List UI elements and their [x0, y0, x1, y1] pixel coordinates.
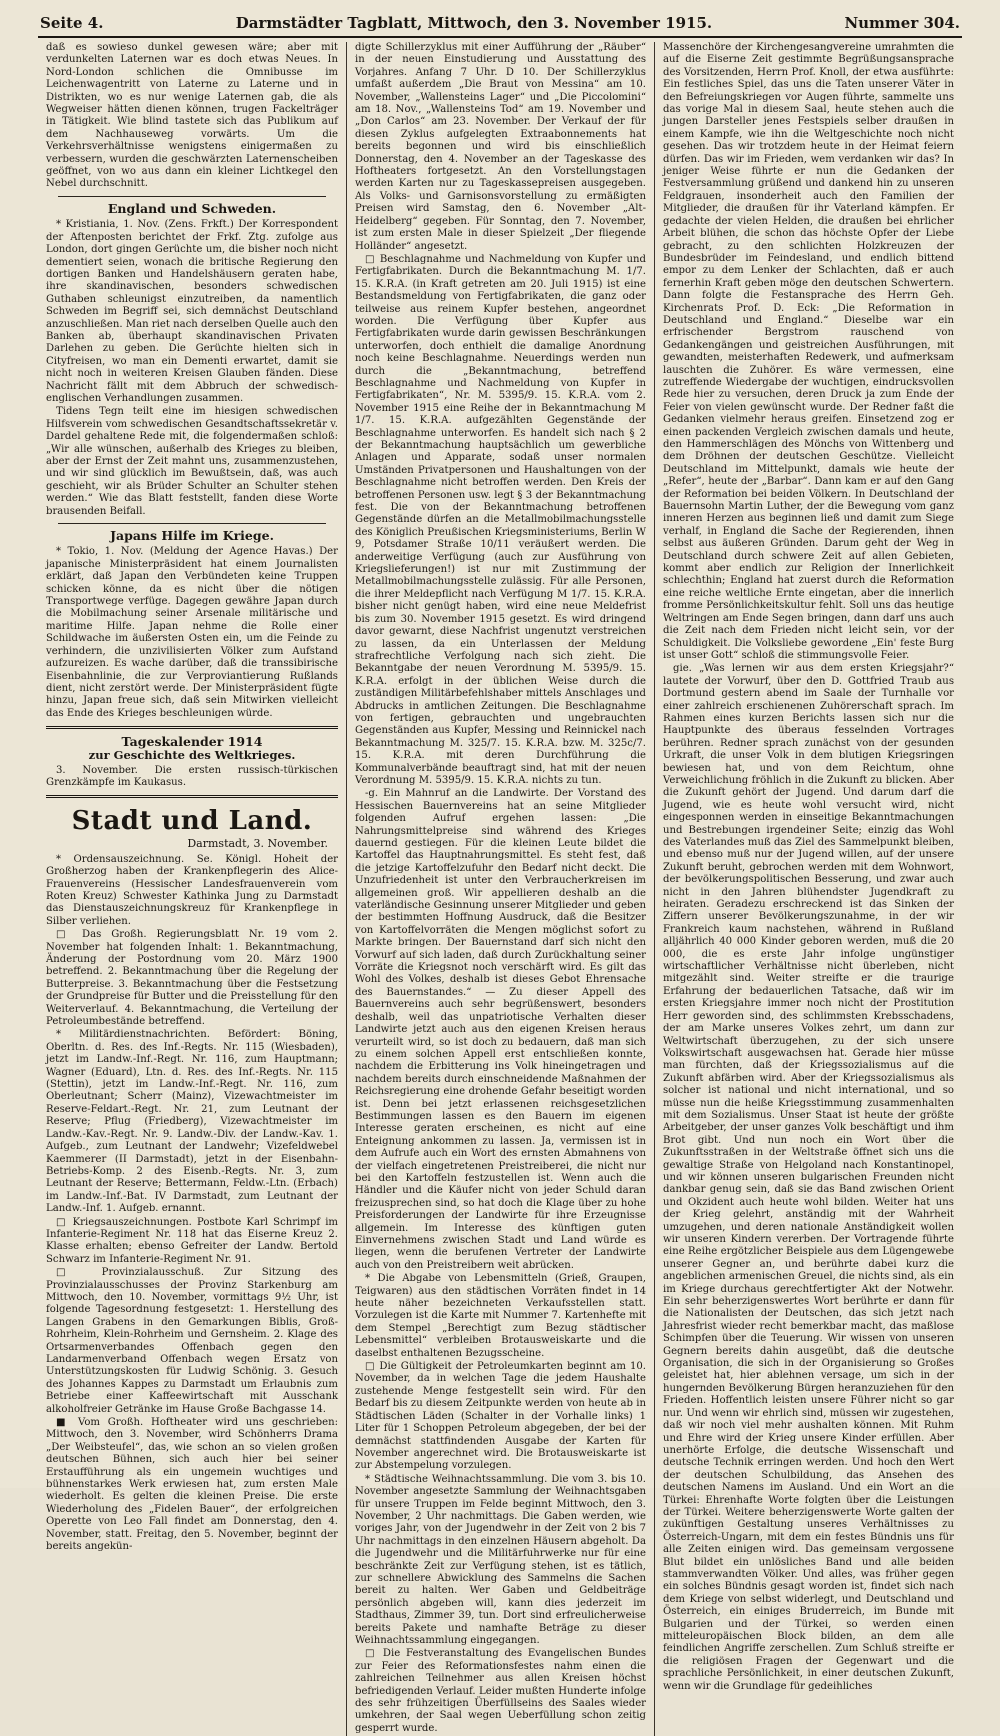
paragraph: □ Die Festveranstaltung des Evangelischen Bundes zur Feier des Reformationsfestes nahm einen die zahlreichen Teilnehmer aus allen Kreisen höchst befriedigenden Verlauf. Leider mußten Hunderte infolge des sehr frühzeitigen Überfüllseins des Saales wieder umkehren, der Saal wegen Ueberfüllung schon zeitig gesperrt wurde.: [355, 1648, 646, 1734]
paragraph: Massenchöre der Kirchengesangvereine umrahmten die auf die Eiserne Zeit gestimmte Begrüßungsansprache des Vorsitzenden, Herrn Prof. Knoll, der etwa ausführte: Ein festliches Spiel, das uns die Taten unserer Väter in den Befreiungskriegen vor Augen führte, sammelte uns das vorige Mal in diesem Saal, heute stehen auch die jungen Darsteller jenes Festspiels selber draußen in einem Kampfe, wie ihn die Weltgeschichte noch nicht gesehen. Das wir trotzdem heute in der Heimat feiern dürfen. Das wir im Frieden, wem verdanken wir das? In jeniger Weise führte er nun die Gedanken der Festversammlung grüßend und dankend hin zu unseren Feldgrauen, insonderheit auch den Familien der Mitglieder, die draußen für ihr Vaterland kämpfen. Er gedachte der vielen Helden, die draußen bei ehrlicher Arbeit blühen, die schon das höchste Opfer der Liebe gebracht, zu den schlichten Holzkreuzen der Bundesbrüder im Feindesland, und endlich bittend empor zu dem Lenker der Schlachten, daß er auch fernerhin Kraft geben möge den deutschen Schwertern. Dann folgte die Festansprache des Herrn Geh. Kirchenrats Prof. D. Eck: „Die Reformation in Deutschland und England.“ Dieselbe war ein erfrischender Bergstrom rauschend von Gedankengängen und geistreichen Ausführungen, mit gewandten, meisterhaften Redewerk, und aufmerksam lauschten die Zuhörer. Es wäre vermessen, eine zutreffende Wiedergabe der wuchtigen, eindrucksvollen Rede hier zu versuchen, deren Druck ja zum Ende der Feier von vielen gewünscht wurde. Der Redner faßt die Gedanken vielmehr heraus greifen. Einsetzend zog er einen packenden Vergleich zwischen damals und heute, den Hammerschlägen des Mönchs von Wittenberg und dem Dröhnen der deutschen Geschütze. Vielleicht Deutschland im Mittelpunkt, damals wie heute der „Refer“, heute der „Barbar“. Dann kam er auf den Gang der Reformation bei beiden Völkern. In Deutschland der Bauernsohn Martin Luther, der die Bewegung vom ganz inneren Herzen aus beginnen ließ und damit zum Siege verhalf, in England die Sache der Regierenden, ihnen selbst aus äußeren Gründen. Darum geht der Weg in Deutschland durch schwere Zeit auf allen Gebieten, kommt aber endlich zur Religion der Innerlichkeit schlechthin; England hat zuerst durch die Reformation eine reiche weltliche Ernte eingetan, aber die innerlich fromme Persönlichkeitskultur fehlt. Soll uns das heutige Weltringen am Ende Segen bringen, dann darf uns auch die Zeit nach dem Frieden nicht leicht sein, vor der Schuldigkeit. Die Volksliebe gewordene „Ein' feste Burg ist unser Gott“ schloß die stimmungsvolle Feier.: [663, 42, 954, 661]
dateline: Darmstadt, 3. November.: [187, 837, 328, 851]
paragraph: * Kristiania, 1. Nov. (Zens. Frkft.) Der Korrespondent der Aftenposten berichtet der Frkf. Ztg. zufolge aus London, dort gingen Gerüchte um, die bisher noch nicht dementiert seien, wonach die britische Regierung den dortigen Banken und Handelshäusern geraten habe, ihre skandinavischen, besonders schwedischen Guthaben schleunigst einzutreiben, da namentlich Schweden im Begriff sei, sich demnächst Deutschland anzuschließen. Man riet nach derselben Quelle auch den Banken ab, überhaupt skandinavischen Privaten Darlehen zu geben. Die Gerüchte hielten sich in Cityfreisen, wo man ein Dementi erwartet, damit sie nicht noch in weiteren Kreisen Glauben fänden. Diese Nachricht fällt mit dem Abbruch der schwedisch-englischen Verhandlungen zusammen.: [46, 219, 338, 404]
calendar-entry: 3. November. Die ersten russisch-türkischen Grenzkämpfe im Kaukasus.: [46, 764, 338, 788]
paragraph: □ Die Gültigkeit der Petroleumkarten beginnt am 10. November, da in welchen Tage die jedem Haushalte zustehende Menge festgestellt sein wird. Für den Bedarf bis zu diesem Zeitpunkte werden von heute ab in Städtischen Läden (Schalter in der Vorhalle links) 1 Liter für 1 Schoppen Petroleum abgegeben, der bei der demnächst stattfindenden Ausgabe der Karten für November angerechnet wird. Die Brotausweiskarte ist zur Abstempelung vorzulegen.: [355, 1361, 646, 1472]
paragraph: -g. Ein Mahnruf an die Landwirte. Der Vorstand des Hessischen Bauernvereins hat an seine Mitglieder folgenden Aufruf ergehen lassen: „Die Nahrungsmittelpreise sind während des Krieges dauernd gestiegen. Für die kleinen Leute bildet die Kartoffel das Hauptnahrungsmittel. Es steht fest, daß die jetzige Kartoffelzufuhr den Bedarf nicht deckt. Die Unzufriedenheit ist unter den Verbraucherkreisen im allgemeinen groß. Wir appellieren deshalb an die vaterländische Gesinnung unserer Mitglieder und geben der bestimmten Hoffnung Ausdruck, daß die Besitzer von Kartoffelvorräten die Mengen möglichst sofort zu Markte bringen. Der Bauernstand darf sich nicht den Vorwurf auf sich laden, daß durch Zurückhaltung seiner Vorräte die Kriegsnot noch verschärft wird. Es gilt das Wohl des Volkes, deshalb ist dieses Gebot Ehrensache des Bauernstandes.“ — Zu dieser Appell des Bauernvereins auch sehr begrüßenswert, besonders deshalb, weil das unpatriotische Verhalten dieser Landwirte jetzt auch aus den eigenen Kreisen heraus verurteilt wird, so ist doch zu bedauern, daß man sich zu einem solchen Appell erst entschließen konnte, nachdem die Erbitterung ins Volk hineingetragen und nachdem bereits durch einschneidende Maßnahmen der Reichsregierung eine drohende Gefahr beseitigt worden ist. Denn bei jetzt erlassenen reichsgesetzlichen Bestimmungen lassen es den Bauern im eigenen Interesse geraten erscheinen, es nicht auf eine Enteignung ankommen zu lassen. Ja, vermissen ist in dem Aufrufe auch ein Wort des ernsten Abmahnens von der vielfach eingetretenen Preistreiberei, die nicht nur bei den Kartoffeln festzustellen ist. Wenn auch die Händler und die Käufer nicht von jeder Schuld daran freizusprechen sind, so hat doch die Klage über zu hohe Preisforderungen der Landwirte für ihre Erzeugnisse allgemein. Im Interesse des künftigen guten Einvernehmens zwischen Stadt und Land würde es liegen, wenn die berufenen Vertreter der Landwirte auch von den Preistreibern weit abrücken.: [355, 788, 646, 1271]
section-title-stadt-und-land: Stadt und Land.: [71, 806, 313, 837]
paragraph: □ Kriegsauszeichnungen. Postbote Karl Schrimpf im Infanterie-Regiment Nr. 118 hat das Eiserne Kreuz 2. Klasse erhalten; ebenso Gefreiter der Landw. Bertold Schwarz im Infanterie-Regiment Nr. 91.: [46, 1216, 338, 1265]
divider: [46, 795, 338, 798]
paragraph: Tidens Tegn teilt eine im hiesigen schwedischen Hilfsverein vom schwedischen Gesandtschaftssekretär v. Dardel gehaltene Rede mit, die folgendermaßen schloß: „Wir alle wünschen, außerhalb des Krieges zu bleiben, aber der Ernst der Zeit mahnt uns, zusammenzustehen, und wir sind glücklich im Bewußtsein, daß, was auch geschieht, wir als Brüder Schulter an Schulter stehen werden.“ Wie das Blatt feststellt, fanden diese Worte brausenden Beifall.: [46, 406, 338, 517]
paragraph: * Städtische Weihnachtssammlung. Die vom 3. bis 10. November angesetzte Sammlung der Weihnachtsgaben für unsere Truppen im Felde beginnt Mittwoch, den 3. November, 2 Uhr nachmittags. Die Gaben werden, wie voriges Jahr, von der Jugendwehr in der Zeit von 2 bis 7 Uhr nachmittags in den einzelnen Häusern abgeholt. Da die Jugendwehr und die Militärfuhrwerke nur für eine beschränkte Zeit zur Verfügung stehen, ist es tätlich, zur schnellere Abwicklung des Sammelns die Sachen bereit zu halten. Wer Gaben und Geldbeiträge persönlich abgeben will, kann dies jederzeit im Stadthaus, Zimmer 39, tun. Dort sind erfreulicherweise bereits Pakete und namhafte Beträge zu dieser Weihnachtssammlung eingegangen.: [355, 1473, 646, 1646]
divider: [46, 726, 338, 729]
column-2: [346, 42, 654, 1736]
paragraph: digte Schillerzyklus mit einer Aufführung der „Räuber“ in der neuen Einstudierung und Ausstattung des Vorjahres. Anfang 7 Uhr. D 10. Der Schillerzyklus umfaßt außerdem „Die Braut von Messina“ am 10. November, „Wallensteins Lager“ und „Die Piccolomini“ am 18. Nov., „Wallensteins Tod“ am 19. November und „Don Carlos“ am 23. November. Der Verkauf der für diesen Zyklus aufgelegten Extraabonnements hat bereits begonnen und wird bis einschließlich Donnerstag, den 4. November an der Tageskasse des Hoftheaters fortgesetzt. An den Vorstellungstagen werden Karten nur zu Tageskassepreisen ausgegeben. Als Volks- und Garnisonsvorstellung zu ermäßigten Preisen wird Samstag, den 6. November „Alt-Heidelberg“ gegeben. Für Sonntag, den 7. November, ist zum ersten Male in dieser Spielzeit „Der fliegende Holländer“ angesetzt.: [355, 42, 646, 252]
paragraph: □ Provinzialausschuß. Zur Sitzung des Provinzialausschusses der Provinz Starkenburg am Mittwoch, den 10. November, vormittags 9½ Uhr, ist folgende Tagesordnung festgesetzt: 1. Herstellung des Langen Grabens in den Gemarkungen Biblis, Groß-Rohrheim, Klein-Rohrheim und Gernsheim. 2. Klage des Ortsarmenverbandes Offenbach gegen den Landarmenverband Offenbach wegen Ersatz von Unterstützungskosten für Ludwig Schönig. 3. Gesuch des Johannes Kappes zu Darmstadt um Erlaubnis zum Betriebe einer Kaffeewirtschaft mit Ausschank alkoholfreier Getränke im Hause Große Bachgasse 14.: [46, 1267, 338, 1415]
paragraph: □ Das Großh. Regierungsblatt Nr. 19 vom 2. November hat folgenden Inhalt: 1. Bekanntmachung, Änderung der Postordnung vom 20. März 1900 betreffend. 2. Bekanntmachung über die Regelung der Butterpreise. 3. Bekanntmachung über die Festsetzung der Grundpreise für Butter und die Preisstellung für den Weiterverlauf. 4. Bekanntmachung, die Verteilung der Petroleumbestände betreffend.: [46, 929, 338, 1028]
calendar-title: Tageskalender 1914: [121, 734, 263, 750]
page-number: Seite 4.: [40, 14, 104, 32]
paragraph: ■ Vom Großh. Hoftheater wird uns geschrieben: Mittwoch, den 3. November, wird Schönherrs Drama „Der Weibsteufel“, das, wie schon an so vielen großen deutschen Bühnen, sich auch hier bei seiner Erstaufführung als ein ungemein wuchtiges und bühnenstarkes Werk erwiesen hat, zum ersten Male wiederholt. Es gelten die kleinen Preise. Die erste Wiederholung des „Fidelen Bauer“, der erfolgreichen Operette von Leo Fall findet am Donnerstag, den 4. November, statt. Freitag, den 5. November, beginnt der bereits angekün-: [46, 1417, 338, 1553]
divider: [58, 523, 326, 524]
paragraph: gie. „Was lernen wir aus dem ersten Kriegsjahr?“ lautete der Vorwurf, über den D. Gottfried Traub aus Dortmund gestern abend im Saale der Turnhalle vor einer zahlreich erschienenen Zuhörerschaft sprach. Im Rahmen eines kurzen Berichts lassen sich nur die Hauptpunkte des überaus fesselnden Vortrages berühren. Redner sprach zunächst von der gesunden Urkraft, die unser Volk in dem blutigen Kriegsringen bewiesen hat, und von dem Reichtum, ohne Verweichlichung fröhlich in die Zukunft zu blicken. Aber die Zukunft gehört der Jugend. Und darum darf die Jugend, wie es heute wohl versucht wird, nicht eingesponnen werden in einseitige Bekanntmachungen und Bestrebungen irgendeiner Seite; einzig das Wohl des Vaterlandes muß das Ziel des Sammelpunkt bleiben, und ebenso muß nur der Jugend willen, auf der unsere Zukunft beruht, gebrochen werden mit dem Wohnwort, der bevölkerungspolitischen Besserung, und zwar auch nicht in den Jahren blühendster Jugendkraft zu heiraten. Geradezu erschreckend ist das Sinken der Ziffern unserer Bevölkerungszunahme, in der wir Frankreich kaum nachstehen, während in Rußland alljährlich 40 000 Kinder geboren werden, muß die 20 000, die es erste Jahr infolge ungünstiger wirtschaftlicher Verhältnisse nicht überleben, nicht mitgezählt sind. Weiter streifte er die traurige Erfahrung der bedauerlichen Tatsache, daß wir im ersten Kriegsjahre immer noch nicht der Prostitution Herr geworden sind, des schlimmsten Krebsschadens, der am Marke unseres Volkes zehrt, um dann zur Weltwirtschaft überzugehen, zu der sich unsere Volkswirtschaft ausgewachsen hat. Gerade hier müsse man fürchten, daß der Kriegssozialismus auf die Zukunft abfärben wird. Aber der Kriegssozialismus als solcher ist national und nicht international, und so müsse nun die heiße Kriegsstimmung zusammenhalten mit dem Sozialismus. Unser Staat ist heute der größte Arbeitgeber, der unser ganzes Volk beschäftigt und ihm Brot gibt. Und nun noch ein Wort über die Zukunftsstraßen in der Weltstraße öffnet sich uns die gewaltige Straße von Helgoland nach Konstantinopel, und wir können unseren bulgarischen Freunden nicht dankbar genug sein, daß sie das Band zwischen Orient und Okzident auch heute wohl bilden. Weiter hat uns der Krieg gelehrt, anständig mit der Wahrheit umzugehen, und deren nationale Anständigkeit wollen wir unseren Kindern vererben. Der Vortragende führte eine Reihe ergötzlicher Beispiele aus dem Lügengewebe unserer Gegner an, und berührte dabei kurz die angeblichen armenischen Greuel, die nichts sind, als ein im Kriege durchaus gerechtfertigter Akt der Notwehr. Ein sehr beherzigenswertes Wort berührte er dann für die Nationalisten der Deutschen, das sich jetzt nach Jahresfrist wieder recht bemerkbar macht, das maßlose Schimpfen über die Teuerung. Wir wissen von unseren Gegnern bereits dahin ausgeübt, daß die deutsche Organisation, die sich in der Organisierung so Großes geleistet hat, hier ablehnen versage, um sich in der hungernden Bevölkerung Bürgen heranzuziehen für den Frieden. Hoffentlich leisten unsere Führer nicht so gar nur. Und wenn wir ehrlich sind, müssen wir zugestehen, daß wir noch viel mehr aushalten können. Mit Ruhm und Ehre wird der Krieg unsere Kinder erfüllen. Aber unerhörte Erfolge, die deutsche Wissenschaft und deutsche Technik erringen werden. Und hoch den Wert der deutschen Schulbildung, das Ansehen des deutschen Namens im Ausland. Und ein Wort an die Türkei: Ehrenhafte Worte folgten über die Leistungen der Türkei. Weitere beherzigenswerte Worte galten der zukünftigen Gestaltung unseres Verhältnisses zu Österreich-Ungarn, mit dem ein festes Bündnis uns für alle Zeiten einigen wird. Das gemeinsam vergossene Blut bildet ein unlösliches Band und alle beiden stammverwandten Völker. Und alles, was früher gegen ein solches Bündnis gesagt worden ist, findet sich nach dem Kriege von selbst widerlegt, und Deutschland und Österreich, ein einiges Bruderreich, im Bunde mit Bulgarien und der Türkei, so werden einen mitteleuropäischen Block bilden, an dem alle feindlichen Angriffe zerschellen. Zum Schluß streifte er die religiösen Fragen der Gegenwart und die sprachliche Persönlichkeit, in einer deutschen Zukunft, wenn wir die Grundlage für gedeihliches: [663, 663, 954, 1692]
newspaper-title-date: Darmstädter Tagblatt, Mittwoch, den 3. November 1915.: [235, 14, 713, 32]
column-1: [38, 42, 346, 1736]
paragraph: * Tokio, 1. Nov. (Meldung der Agence Havas.) Der japanische Ministerpräsident hat einem Journalisten erklärt, daß Japan den Verbündeten keine Truppen schicken könne, da es nicht über die nötigen Transportwege verfüge. Dagegen gewähre Japan durch die Mobilmachung seiner Arsenale militärische und maritime Hilfe. Japan nehme die Rolle einer Schildwache im äußersten Osten ein, um die Feinde zu verhindern, die unzivilisierten Völker zum Aufstand aufzureizen. Es wache darüber, daß die transsibirische Eisenbahnlinie, die zur Verproviantierung Rußlands dient, nicht zerstört werde. Der Ministerpräsident fügte hinzu, Japan freue sich, daß sein Mitwirken vielleicht das Ende des Krieges beschleunigen würde.: [46, 546, 338, 719]
paragraph: * Militärdienstnachrichten. Befördert: Böning, Oberltn. d. Res. des Inf.-Regts. Nr. 115 (Wiesbaden), jetzt im Landw.-Inf.-Regt. Nr. 116, zum Hauptmann; Wagner (Eduard), Ltn. d. Res. des Inf.-Regts. Nr. 115 (Stettin), jetzt im Landw.-Inf.-Regt. Nr. 116, zum Oberleutnant; Scherr (Mainz), Vizewachtmeister im Reserve-Feldart.-Regt. Nr. 21, zum Leutnant der Reserve; Pflug (Friedberg), Vizewachtmeister im Landw.-Kav.-Regt. Nr. 9. Landw.-Div. der Landw.-Kav. 1. Aufgeb., zum Leutnant der Landwehr; Vizefeldwebel Kaemmerer (II Darmstadt), jetzt in der Eisenbahn-Betriebs-Komp. 2 des Eisenb.-Regts. Nr. 3, zum Leutnant der Reserve; Bettermann, Feldw.-Ltn. (Erbach) im Landw.-Inf.-Bat. IV Darmstadt, zum Leutnant der Landw.-Inf. 1. Aufgeb. ernannt.: [46, 1029, 338, 1215]
issue-number: Nummer 304.: [844, 14, 960, 32]
column-3: [654, 42, 962, 1736]
section-title-england-schweden: England und Schweden.: [107, 200, 277, 216]
paragraph: * Ordensauszeichnung. Se. Königl. Hoheit der Großherzog haben der Krankenpflegerin des Alice-Frauenvereins (Hessischer Landesfrauenverein vom Roten Kreuz) Schwester Kathinka Jung zu Darmstadt das Dienstauszeichnungskreuz für Krankenpflege in Silber verliehen.: [46, 853, 338, 927]
calendar-subtitle: zur Geschichte des Weltkrieges.: [88, 748, 296, 763]
page-header: [38, 14, 962, 38]
divider: [58, 196, 326, 197]
intro-paragraph: daß es sowieso dunkel gewesen wäre; aber mit verdunkelten Laternen war es doch etwas Neues. In Nord-London schlichen die Omnibusse im Leichenwagentritt von Laterne zu Laterne und in Distrikten, wo es nur wenige Laternen gab, die als Wegweiser hätten dienen können, trugen Fackelträger in Tätigkeit. Wie blind tastete sich das Publikum auf dem Nachhauseweg vorwärts. Um die Verkehrsverhältnisse wenigstens einigermaßen zu verbessern, wurden die geschwärzten Laternenscheiben geöffnet, von wo aus dann ein kleiner Lichtkegel den Nebel durchschnitt.: [46, 42, 338, 190]
paragraph: * Die Abgabe von Lebensmitteln (Grieß, Graupen, Teigwaren) aus den städtischen Vorräten findet in 14 heute näher bezeichneten Verkaufsstellen statt. Vorzulegen ist die Karte mit Nummer 7. Kartenhefte mit dem Stempel „Berechtigt zum Bezug städtischer Lebensmittel“ verbleiben Brotausweiskarte und die daselbst enthaltenen Bezugsscheine.: [355, 1273, 646, 1359]
paragraph: □ Beschlagnahme und Nachmeldung von Kupfer und Fertigfabrikaten. Durch die Bekanntmachung M. 1/7. 15. K.R.A. (in Kraft getreten am 20. Juli 1915) ist eine Bestandsmeldung von Fertigfabrikaten, die ganz oder teilweise aus reinem Kupfer bestehen, angeordnet worden. Die Verfügung über Kupfer aus Fertigfabrikaten wurde darin gewissen Beschränkungen unterworfen, doch enthielt die damalige Anordnung noch keine Beschlagnahme. Neuerdings werden nun durch die „Bekanntmachung, betreffend Beschlagnahme und Nachmeldung von Kupfer in Fertigfabrikaten“, Nr. M. 5395/9. 15. K.R.A. vom 2. November 1915 eine Reihe der in Bekanntmachung M 1/7. 15. K.R.A. aufgezählten Gegenstände der Beschlagnahme unterworfen. Es handelt sich nach § 2 der Bekanntmachung hauptsächlich um gewerbliche Anlagen und Apparate, sodaß unser normalen Umständen Privatpersonen und Haushaltungen von der Beschlagnahme nicht betroffen werden. Den Kreis der betroffenen Personen usw. legt § 3 der Bekanntmachung fest. Die von der Bekanntmachung betroffenen Gegenstände dürfen an die Metallmobilmachungsstelle des Königlich Preußischen Kriegsministeriums, Berlin W 9, Potsdamer Straße 10/11 veräußert werden. Die anderweitige Verfügung (auch zur Ausführung von Kriegslieferungen!) ist nur mit Zustimmung der Metallmobilmachungsstelle zulässig. Für alle Personen, die ihrer Meldepflicht nach Verfügung M 1/7. 15. K.R.A. bisher nicht genügt haben, wird eine neue Meldefrist bis zum 30. November 1915 gesetzt. Es wird dringend davor gewarnt, diese Nachfrist ungenutzt verstreichen zu lassen, da ein Unterlassen der Meldung strafrechtliche Verfolgung nach sich zieht. Die Bekanntgabe der neuen Verordnung M. 5395/9. 15. K.R.A. erfolgt in der üblichen Weise durch die zuständigen Militärbefehlshaber mittels Anschlages und Abdrucks in amtlichen Zeitungen. Die Beschlagnahme von fertigen, gebrauchten und ungebrauchten Gegenständen aus Kupfer, Messing und Reinnickel nach Bekanntmachung M. 325/7. 15. K.R.A. bzw. M. 325c/7. 15. K.R.A. mit deren Durchführung die Kommunalverbände beauftragt sind, hat mit der neuen Verordnung M. 5395/9. 15. K.R.A. nichts zu tun.: [355, 253, 646, 786]
article-columns: [38, 42, 962, 1734]
section-title-japan: Japans Hilfe im Kriege.: [110, 528, 274, 544]
